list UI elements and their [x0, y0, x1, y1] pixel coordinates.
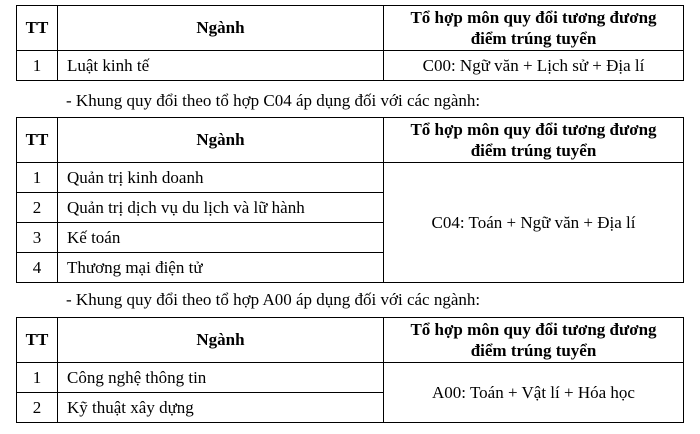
row-tt: 2 [17, 193, 58, 223]
row-tohop: C00: Ngữ văn + Lịch sử + Địa lí [384, 51, 684, 81]
table-c00 [16, 5, 684, 81]
header-tt: TT [17, 6, 58, 51]
table-c04 [16, 117, 684, 283]
row-tt: 1 [17, 363, 58, 393]
row-tt: 1 [17, 51, 58, 81]
table-header [17, 318, 684, 363]
header-tt: TT [17, 318, 58, 363]
header-tohop: Tổ hợp môn quy đổi tương đương điểm trúng tuyển [384, 318, 684, 363]
row-nganh: Thương mại điện tử [58, 253, 384, 283]
header-nganh: Ngành [58, 6, 384, 51]
row-nganh: Kỹ thuật xây dựng [58, 393, 384, 423]
row-tohop: A00: Toán + Vật lí + Hóa học [384, 363, 684, 423]
header-tohop: Tổ hợp môn quy đổi tương đương điểm trúng tuyển [384, 118, 684, 163]
header-tohop: Tổ hợp môn quy đổi tương đương điểm trúng tuyển [384, 6, 684, 51]
header-nganh: Ngành [58, 118, 384, 163]
table-header [17, 6, 684, 51]
row-tt: 2 [17, 393, 58, 423]
row-tt: 3 [17, 223, 58, 253]
table-header [17, 118, 684, 163]
table-a00 [16, 317, 684, 423]
header-nganh: Ngành [58, 318, 384, 363]
row-nganh: Quản trị kinh doanh [58, 163, 384, 193]
table-row [17, 363, 684, 393]
row-tt: 4 [17, 253, 58, 283]
row-tt: 1 [17, 163, 58, 193]
row-tohop: C04: Toán + Ngữ văn + Địa lí [384, 163, 684, 283]
note-c04: - Khung quy đổi theo tổ hợp C04 áp dụng đối với các ngành: [66, 91, 481, 110]
header-tt: TT [17, 118, 58, 163]
table-row [17, 163, 684, 193]
row-nganh: Công nghệ thông tin [58, 363, 384, 393]
row-nganh: Quản trị dịch vụ du lịch và lữ hành [58, 193, 384, 223]
note-a00: - Khung quy đổi theo tổ hợp A00 áp dụng đối với các ngành: [66, 290, 481, 309]
row-nganh: Kế toán [58, 223, 384, 253]
row-nganh: Luật kinh tế [58, 51, 384, 81]
table-row [17, 51, 684, 81]
